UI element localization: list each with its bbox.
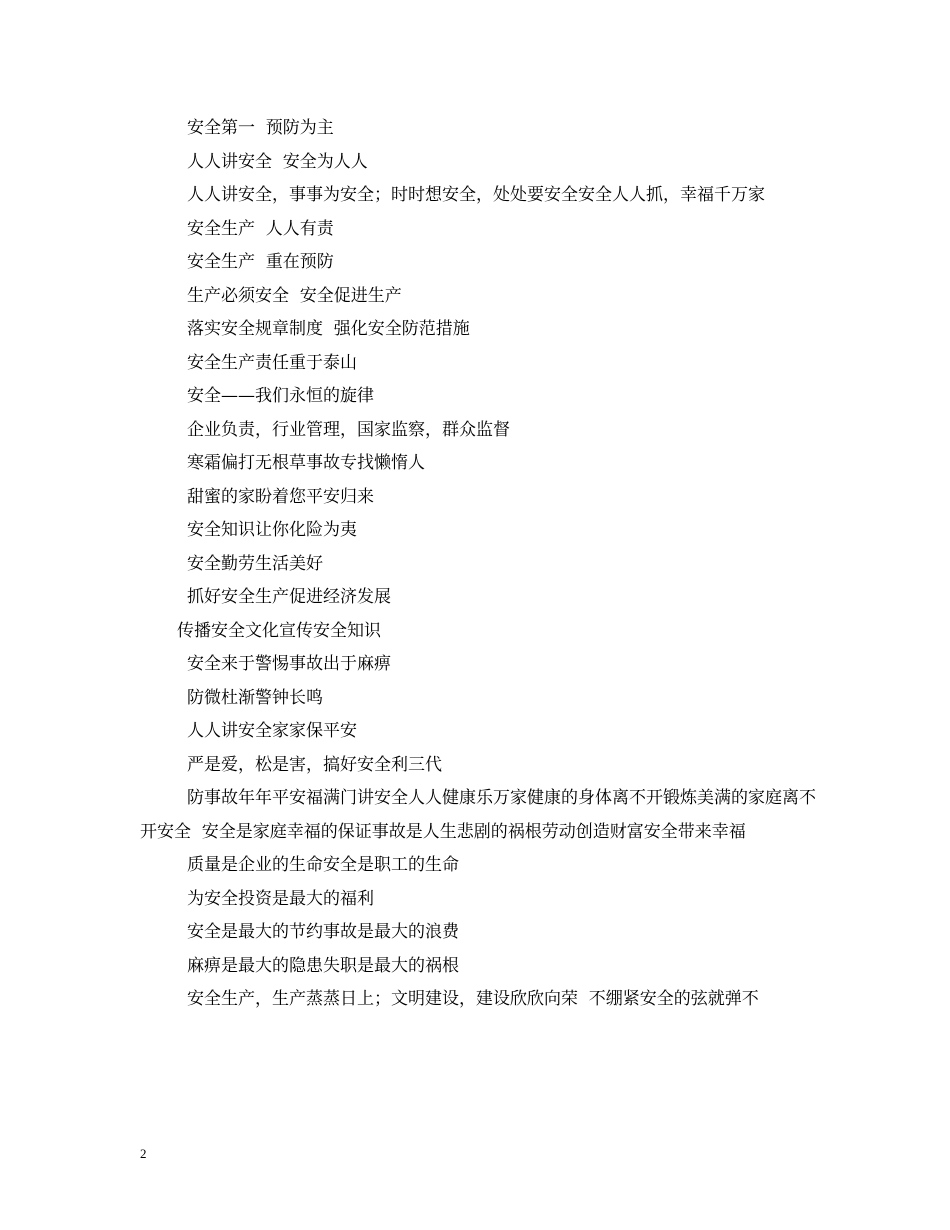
document-body	[140, 112, 820, 1017]
paragraph: 安全生产 重在预防	[187, 252, 334, 272]
paragraph: 安全生产 人人有责	[187, 218, 334, 239]
paragraph: 落实安全规章制度 强化安全防范措施	[187, 319, 470, 339]
paragraph: 安全第一 预防为主	[187, 118, 334, 138]
paragraph: 防事故年年平安福满门讲安全人人健康乐万家健康的身体离不开锻炼美满的家庭离不开安全 安全是家庭幸福的保证事故是人生悲剧的祸根劳动创造财富安全带来幸福	[140, 788, 816, 842]
paragraph: 抓好安全生产促进经济发展	[187, 587, 391, 607]
paragraph: 传播安全文化宣传安全知识	[177, 620, 381, 641]
paragraph: 质量是企业的生命安全是职工的生命	[187, 855, 459, 875]
paragraph: 人人讲安全，事事为安全；时时想安全，处处要安全安全人人抓，幸福千万家	[187, 185, 765, 205]
paragraph: 防微杜渐警钟长鸣	[187, 687, 323, 708]
page-number: 2	[140, 1146, 147, 1161]
paragraph: 严是爱，松是害，搞好安全利三代	[187, 754, 442, 775]
paragraph: 安全来于警惕事故出于麻痹	[187, 654, 391, 674]
paragraph: 安全是最大的节约事故是最大的浪费	[187, 922, 459, 942]
paragraph: 为安全投资是最大的福利	[187, 888, 374, 909]
paragraph: 安全勤劳生活美好	[187, 553, 323, 574]
paragraph: 甜蜜的家盼着您平安归来	[187, 486, 374, 507]
paragraph: 人人讲安全家家保平安	[187, 721, 357, 741]
paragraph: 生产必须安全 安全促进生产	[187, 285, 402, 306]
paragraph: 寒霜偏打无根草事故专找懒惰人	[187, 453, 425, 473]
paragraph: 人人讲安全 安全为人人	[187, 151, 368, 172]
paragraph: 安全生产责任重于泰山	[187, 352, 357, 373]
paragraph: 麻痹是最大的隐患失职是最大的祸根	[187, 955, 459, 976]
paragraph: 安全生产，生产蒸蒸日上；文明建设，建设欣欣向荣 不绷紧安全的弦就弹不	[187, 989, 759, 1009]
paragraph: 安全——我们永恒的旋律	[187, 386, 374, 406]
paragraph: 安全知识让你化险为夷	[187, 520, 357, 540]
paragraph: 企业负责，行业管理，国家监察，群众监督	[187, 419, 510, 440]
